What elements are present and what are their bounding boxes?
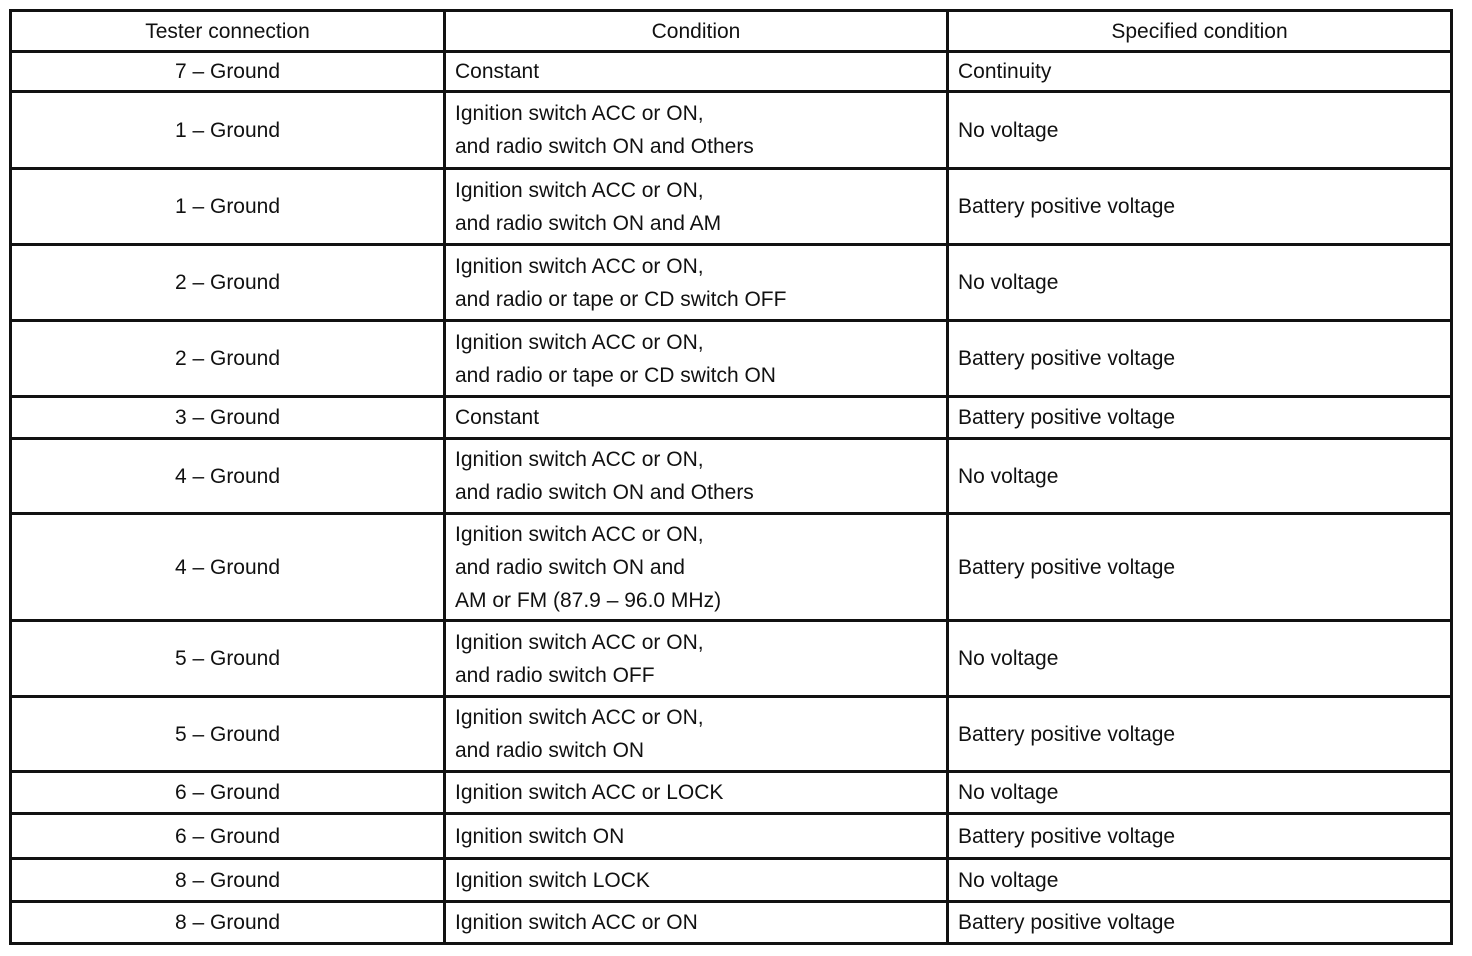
cell-condition	[445, 621, 948, 697]
table-row	[11, 772, 1452, 814]
cell-tester-connection: 1 – Ground	[11, 92, 445, 169]
cell-tester-connection: 2 – Ground	[11, 321, 445, 397]
condition-line: and radio switch ON and Others	[455, 135, 754, 158]
cell-specified-condition: Battery positive voltage	[948, 697, 1452, 772]
condition-line: Ignition switch ON	[455, 824, 625, 848]
condition-line: Ignition switch ACC or LOCK	[455, 781, 724, 804]
condition-line: Ignition switch LOCK	[455, 868, 650, 892]
cell-condition	[445, 772, 948, 814]
table-row	[11, 52, 1452, 92]
condition-line: and radio switch ON and Others	[455, 481, 754, 504]
cell-condition	[445, 245, 948, 321]
table-row	[11, 514, 1452, 621]
table-row	[11, 859, 1452, 902]
condition-line: Constant	[455, 406, 540, 429]
condition-line: and radio switch ON	[455, 739, 645, 762]
condition-line: Ignition switch ACC or ON,	[455, 630, 704, 654]
cell-tester-connection: 7 – Ground	[11, 52, 445, 92]
cell-condition	[445, 859, 948, 902]
cell-tester-connection: 1 – Ground	[11, 169, 445, 245]
cell-specified-condition: Battery positive voltage	[948, 514, 1452, 621]
table-row	[11, 814, 1452, 859]
table-header-row	[11, 11, 1452, 52]
header-specified-condition: Specified condition	[948, 11, 1452, 52]
cell-tester-connection: 8 – Ground	[11, 859, 445, 902]
table-row	[11, 321, 1452, 397]
cell-condition	[445, 52, 948, 92]
table-row	[11, 92, 1452, 169]
cell-specified-condition: No voltage	[948, 859, 1452, 902]
cell-tester-connection: 4 – Ground	[11, 439, 445, 514]
table-row	[11, 902, 1452, 944]
table-row	[11, 169, 1452, 245]
cell-condition	[445, 321, 948, 397]
cell-specified-condition: No voltage	[948, 92, 1452, 169]
condition-line: Ignition switch ACC or ON,	[455, 178, 704, 202]
condition-line: Ignition switch ACC or ON,	[455, 706, 704, 729]
cell-tester-connection: 6 – Ground	[11, 814, 445, 859]
cell-specified-condition: Battery positive voltage	[948, 902, 1452, 944]
condition-line: Ignition switch ACC or ON	[455, 911, 698, 934]
cell-tester-connection: 6 – Ground	[11, 772, 445, 814]
condition-line: and radio switch ON and AM	[455, 211, 722, 235]
tester-connection-table	[9, 9, 1453, 945]
header-tester-connection: Tester connection	[11, 11, 445, 52]
cell-specified-condition: No voltage	[948, 621, 1452, 697]
table-row	[11, 621, 1452, 697]
condition-line: and radio or tape or CD switch ON	[455, 363, 776, 387]
condition-line: Ignition switch ACC or ON,	[455, 254, 704, 278]
table-body	[11, 52, 1452, 944]
cell-specified-condition: No voltage	[948, 245, 1452, 321]
condition-line: AM or FM (87.9 – 96.0 MHz)	[455, 588, 722, 612]
table-row	[11, 397, 1452, 439]
cell-specified-condition: Battery positive voltage	[948, 169, 1452, 245]
cell-condition	[445, 169, 948, 245]
cell-condition	[445, 697, 948, 772]
table-row	[11, 697, 1452, 772]
condition-line: Ignition switch ACC or ON,	[455, 102, 704, 125]
cell-specified-condition: No voltage	[948, 772, 1452, 814]
cell-tester-connection: 8 – Ground	[11, 902, 445, 944]
cell-condition	[445, 902, 948, 944]
cell-tester-connection: 5 – Ground	[11, 697, 445, 772]
cell-condition	[445, 92, 948, 169]
cell-tester-connection: 3 – Ground	[11, 397, 445, 439]
cell-specified-condition: Continuity	[948, 52, 1452, 92]
condition-line: and radio or tape or CD switch OFF	[455, 287, 787, 311]
cell-condition	[445, 439, 948, 514]
cell-tester-connection: 5 – Ground	[11, 621, 445, 697]
condition-line: Constant	[455, 60, 540, 83]
condition-line: and radio switch OFF	[455, 663, 655, 687]
condition-line: Ignition switch ACC or ON,	[455, 522, 704, 546]
cell-tester-connection: 4 – Ground	[11, 514, 445, 621]
cell-specified-condition: Battery positive voltage	[948, 814, 1452, 859]
condition-line: and radio switch ON and	[455, 555, 685, 579]
cell-condition	[445, 514, 948, 621]
table-row	[11, 439, 1452, 514]
cell-condition	[445, 397, 948, 439]
cell-tester-connection: 2 – Ground	[11, 245, 445, 321]
condition-line: Ignition switch ACC or ON,	[455, 330, 704, 354]
cell-specified-condition: Battery positive voltage	[948, 397, 1452, 439]
condition-line: Ignition switch ACC or ON,	[455, 448, 704, 471]
cell-specified-condition: No voltage	[948, 439, 1452, 514]
cell-specified-condition: Battery positive voltage	[948, 321, 1452, 397]
table-row	[11, 245, 1452, 321]
cell-condition	[445, 814, 948, 859]
header-condition: Condition	[445, 11, 948, 52]
